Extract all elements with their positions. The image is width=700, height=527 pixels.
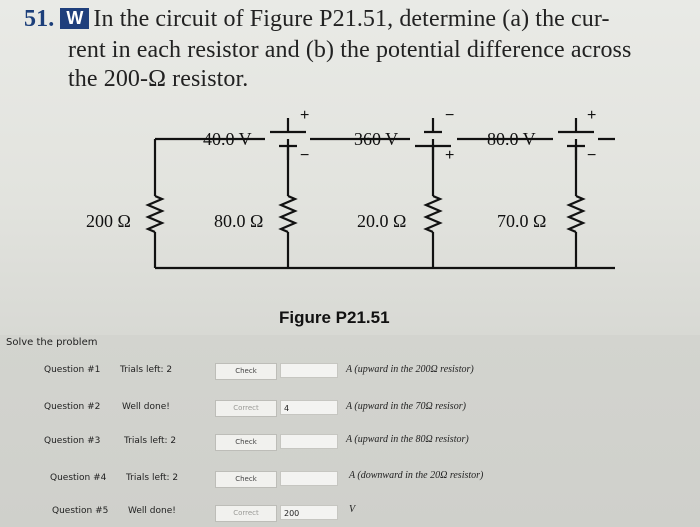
problem-text-1: In the circuit of Figure P21.51, determine (a) the cur- [93, 6, 610, 32]
figure-caption: Figure P21.51 [279, 308, 390, 327]
battery2-label: 360 V [354, 129, 399, 149]
web-badge: W [60, 8, 89, 29]
question-status: Trials left: 2 [120, 365, 173, 375]
battery3-plus: + [587, 107, 597, 124]
answer-input[interactable] [280, 471, 338, 486]
problem-number: 51. [24, 6, 55, 32]
problem-text-2: rent in each resistor and (b) the potential difference across [68, 37, 632, 63]
question-status: Trials left: 2 [126, 473, 179, 483]
correct-button[interactable]: Correct [215, 505, 277, 522]
resistor-200 [148, 196, 162, 232]
question-status: Trials left: 2 [124, 436, 177, 446]
panel-title: Solve the problem [6, 337, 98, 348]
resistor-20-label: 20.0 Ω [357, 211, 407, 231]
problem-text-3: the 200-Ω resistor. [68, 66, 249, 92]
resistor-70-label: 70.0 Ω [497, 211, 547, 231]
resistor-80 [281, 196, 295, 232]
resistor-20 [426, 196, 440, 232]
battery1-minus: − [300, 147, 310, 164]
correct-button[interactable]: Correct [215, 400, 277, 417]
check-button[interactable]: Check [215, 471, 277, 488]
check-button[interactable]: Check [215, 434, 277, 451]
question-label: Question #2 [44, 402, 101, 412]
battery1-plus: + [300, 107, 310, 124]
answer-unit-note: A (downward in the 20Ω resistor) [349, 470, 484, 481]
battery2-plus: + [445, 147, 455, 164]
answer-panel [0, 335, 700, 527]
question-label: Question #5 [52, 506, 109, 516]
answer-unit-note: A (upward in the 200Ω resistor) [346, 364, 474, 375]
answer-input[interactable]: 4 [280, 400, 338, 415]
answer-input[interactable] [280, 363, 338, 378]
battery3-label: 80.0 V [487, 129, 536, 149]
answer-unit-note: A (upward in the 70Ω resisor) [346, 401, 466, 412]
question-label: Question #1 [44, 365, 101, 375]
answer-unit-note: A (upward in the 80Ω resistor) [346, 434, 469, 445]
question-status: Well done! [122, 402, 170, 412]
battery3-minus: − [587, 147, 597, 164]
answer-unit-note: V [349, 504, 356, 515]
resistor-80-label: 80.0 Ω [214, 211, 264, 231]
question-label: Question #4 [50, 473, 107, 483]
resistor-200-label: 200 Ω [86, 211, 131, 231]
question-label: Question #3 [44, 436, 101, 446]
check-button[interactable]: Check [215, 363, 277, 380]
resistor-70 [569, 196, 583, 232]
question-status: Well done! [128, 506, 176, 516]
battery1-label: 40.0 V [203, 129, 252, 149]
answer-input[interactable] [280, 434, 338, 449]
battery2-minus: − [445, 107, 455, 124]
answer-input[interactable]: 200 [280, 505, 338, 520]
